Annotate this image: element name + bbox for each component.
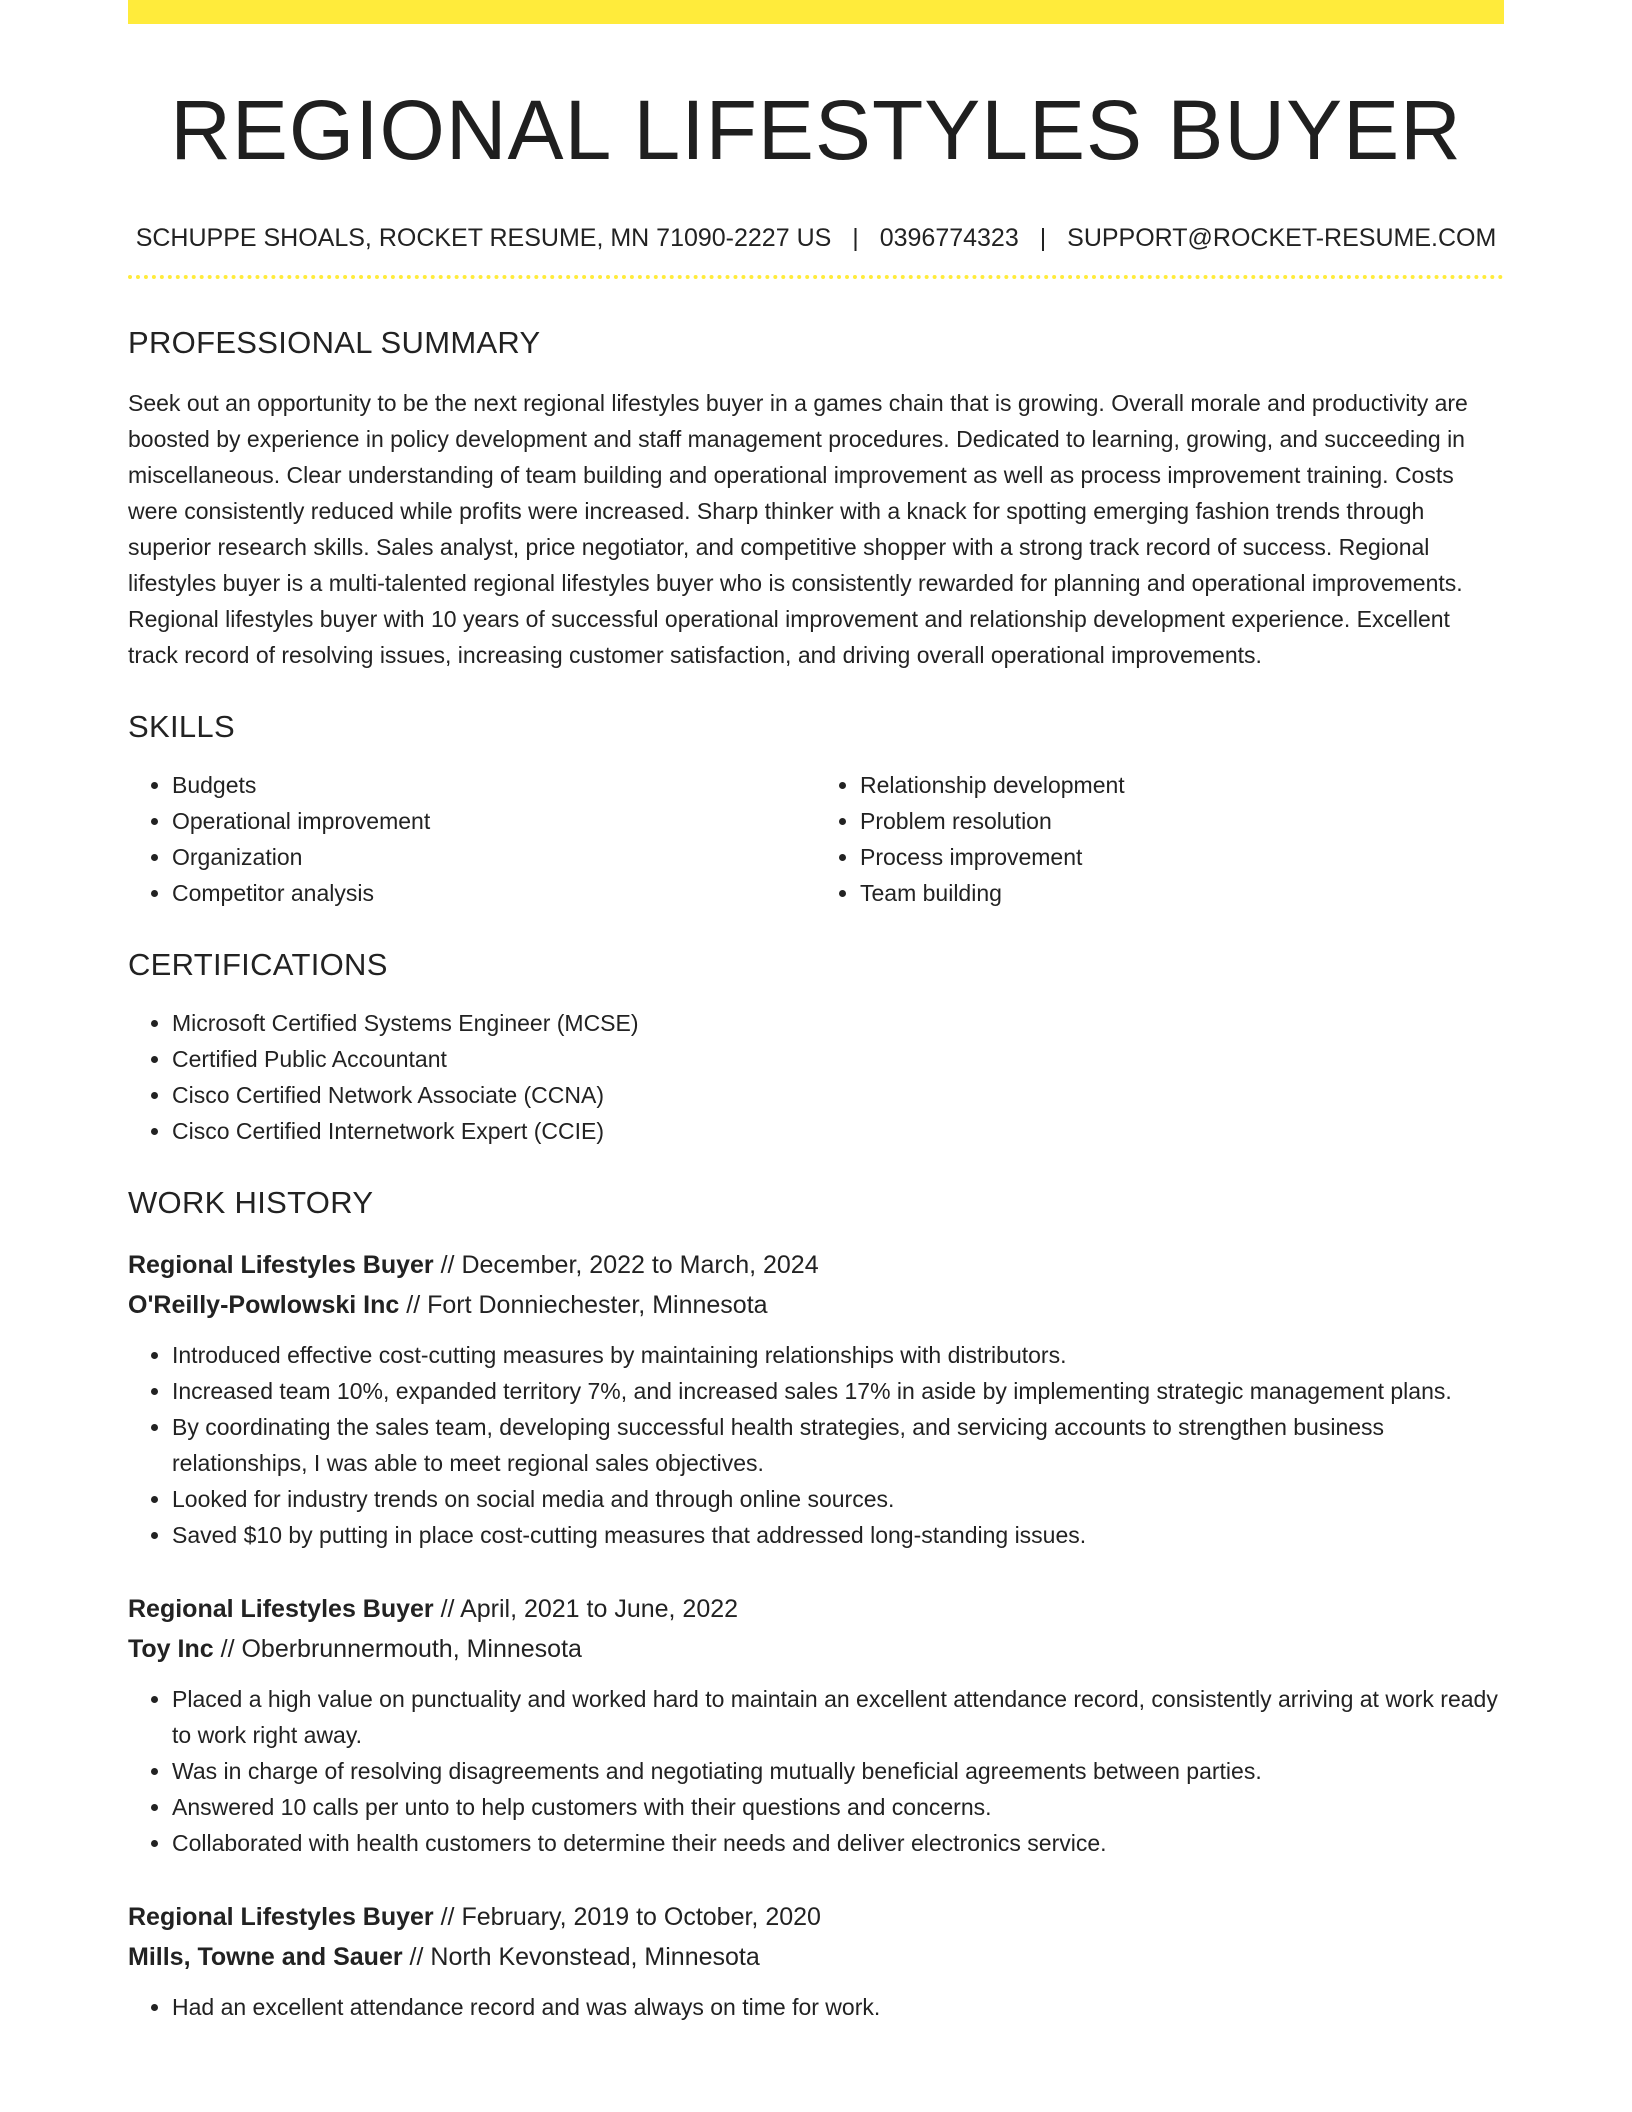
job-separator: // [433,1251,462,1280]
job-company: Mills, Towne and Sauer [128,1943,403,1972]
job-company-line [128,1629,1504,1669]
job-role: Regional Lifestyles Buyer [128,1903,434,1932]
job-separator: // [433,1595,461,1624]
job-bullet: • Was in charge of resolving disagreements and negotiating mutually beneficial agreements between parties. [172,1753,1504,1789]
job-location: North Kevonstead, Minnesota [430,1943,760,1972]
job-company-line [128,1937,1504,1977]
skill-item: • Process improvement [860,839,1504,875]
contact-address: SCHUPPE SHOALS, ROCKET RESUME, MN 71090-2227 US [135,224,832,253]
skill-item: • Budgets [172,767,816,803]
contact-separator: | [852,224,859,253]
job-bullet: • Looked for industry trends on social media and through online sources. [172,1481,1504,1517]
job-company-line [128,1285,1504,1325]
job-bullet: • Answered 10 calls per unto to help customers with their questions and concerns. [172,1789,1504,1825]
job-separator: // [402,1943,431,1972]
contact-separator: | [1039,224,1047,253]
job-company: O'Reilly-Powlowski Inc [128,1291,400,1320]
job-title-line [128,1245,1504,1285]
certification-item: • Cisco Certified Internetwork Expert (CCIE) [172,1113,1504,1149]
certification-item: • Microsoft Certified Systems Engineer (MCSE) [172,1005,1504,1041]
job-separator: // [433,1903,462,1932]
section-title-skills: SKILLS [128,709,235,745]
resume-page [128,0,1504,2025]
skill-item: • Operational improvement [172,803,816,839]
skills-column-right [816,767,1504,911]
accent-bar [128,0,1504,24]
job-bullet: • Placed a high value on punctuality and worked hard to maintain an excellent attendance record, consistently arriving at work ready to work right away. [172,1681,1504,1753]
job-entry [128,1245,1504,1553]
job-bullets [128,1337,1504,1553]
summary-text: Seek out an opportunity to be the next regional lifestyles buyer in a games chain that is growing. Overall morale and productivity are boosted by experience in policy development and staff management procedures. Dedicated to learning, growing, and succeeding in miscellaneous. Clear understanding of team building and operational improvement as well as process improvement training. Costs were consistently reduced while profits were increased. Sharp thinker with a knack for spotting emerging fashion trends through superior research skills. Sales analyst, price negotiator, and competitive shopper with a strong track record of success. Regional lifestyles buyer is a multi-talented regional lifestyles buyer who is consistently rewarded for planning and operational improvements. Regional lifestyles buyer with 10 years of successful operational improvement and relationship development experience. Excellent track record of resolving issues, increasing customer satisfaction, and driving overall operational improvements. [128,390,1468,669]
certification-item: • Certified Public Accountant [172,1041,1504,1077]
section-title-work-history: WORK HISTORY [128,1185,374,1221]
section-title-certifications: CERTIFICATIONS [128,947,388,983]
job-bullet: • Collaborated with health customers to determine their needs and deliver electronics service. [172,1825,1504,1861]
resume-name: REGIONAL LIFESTYLES BUYER [170,83,1462,177]
contact-phone: 0396774323 [879,224,1019,253]
job-bullet: • By coordinating the sales team, developing successful health strategies, and servicing accounts to strengthen business relationships, I was able to meet regional sales objectives. [172,1409,1504,1481]
job-separator: // [399,1291,428,1320]
job-location: Oberbrunnermouth, Minnesota [241,1635,582,1664]
dotted-divider [128,275,1504,279]
skill-item: • Problem resolution [860,803,1504,839]
job-location: Fort Donniechester, Minnesota [427,1291,768,1320]
job-separator: // [213,1635,242,1664]
job-role: Regional Lifestyles Buyer [128,1595,434,1624]
job-company: Toy Inc [128,1635,214,1664]
job-bullet: • Saved $10 by putting in place cost-cutting measures that addressed long-standing issues. [172,1517,1504,1553]
job-title-line [128,1897,1504,1937]
certifications-list [128,1005,1504,1149]
skills-list [128,767,1504,911]
job-bullet: • Increased team 10%, expanded territory 7%, and increased sales 17% in aside by implementing strategic management plans. [172,1373,1504,1409]
skills-column-left [128,767,816,911]
job-bullet: • Had an excellent attendance record and was always on time for work. [172,1989,1504,2025]
contact-line [128,224,1504,253]
skill-item: • Relationship development [860,767,1504,803]
skill-item: • Competitor analysis [172,875,816,911]
certification-item: • Cisco Certified Network Associate (CCNA) [172,1077,1504,1113]
job-dates: February, 2019 to October, 2020 [461,1903,821,1932]
job-bullet: • Introduced effective cost-cutting measures by maintaining relationships with distributors. [172,1337,1504,1373]
job-bullets [128,1989,1504,2025]
job-entry [128,1897,1504,2025]
job-entry [128,1589,1504,1861]
job-role: Regional Lifestyles Buyer [128,1251,434,1280]
job-dates: December, 2022 to March, 2024 [461,1251,819,1280]
job-bullets [128,1681,1504,1861]
section-title-summary: PROFESSIONAL SUMMARY [128,325,541,361]
skill-item: • Team building [860,875,1504,911]
job-title-line [128,1589,1504,1629]
skill-item: • Organization [172,839,816,875]
contact-email: SUPPORT@ROCKET-RESUME.COM [1067,224,1497,253]
job-dates: April, 2021 to June, 2022 [460,1595,739,1624]
